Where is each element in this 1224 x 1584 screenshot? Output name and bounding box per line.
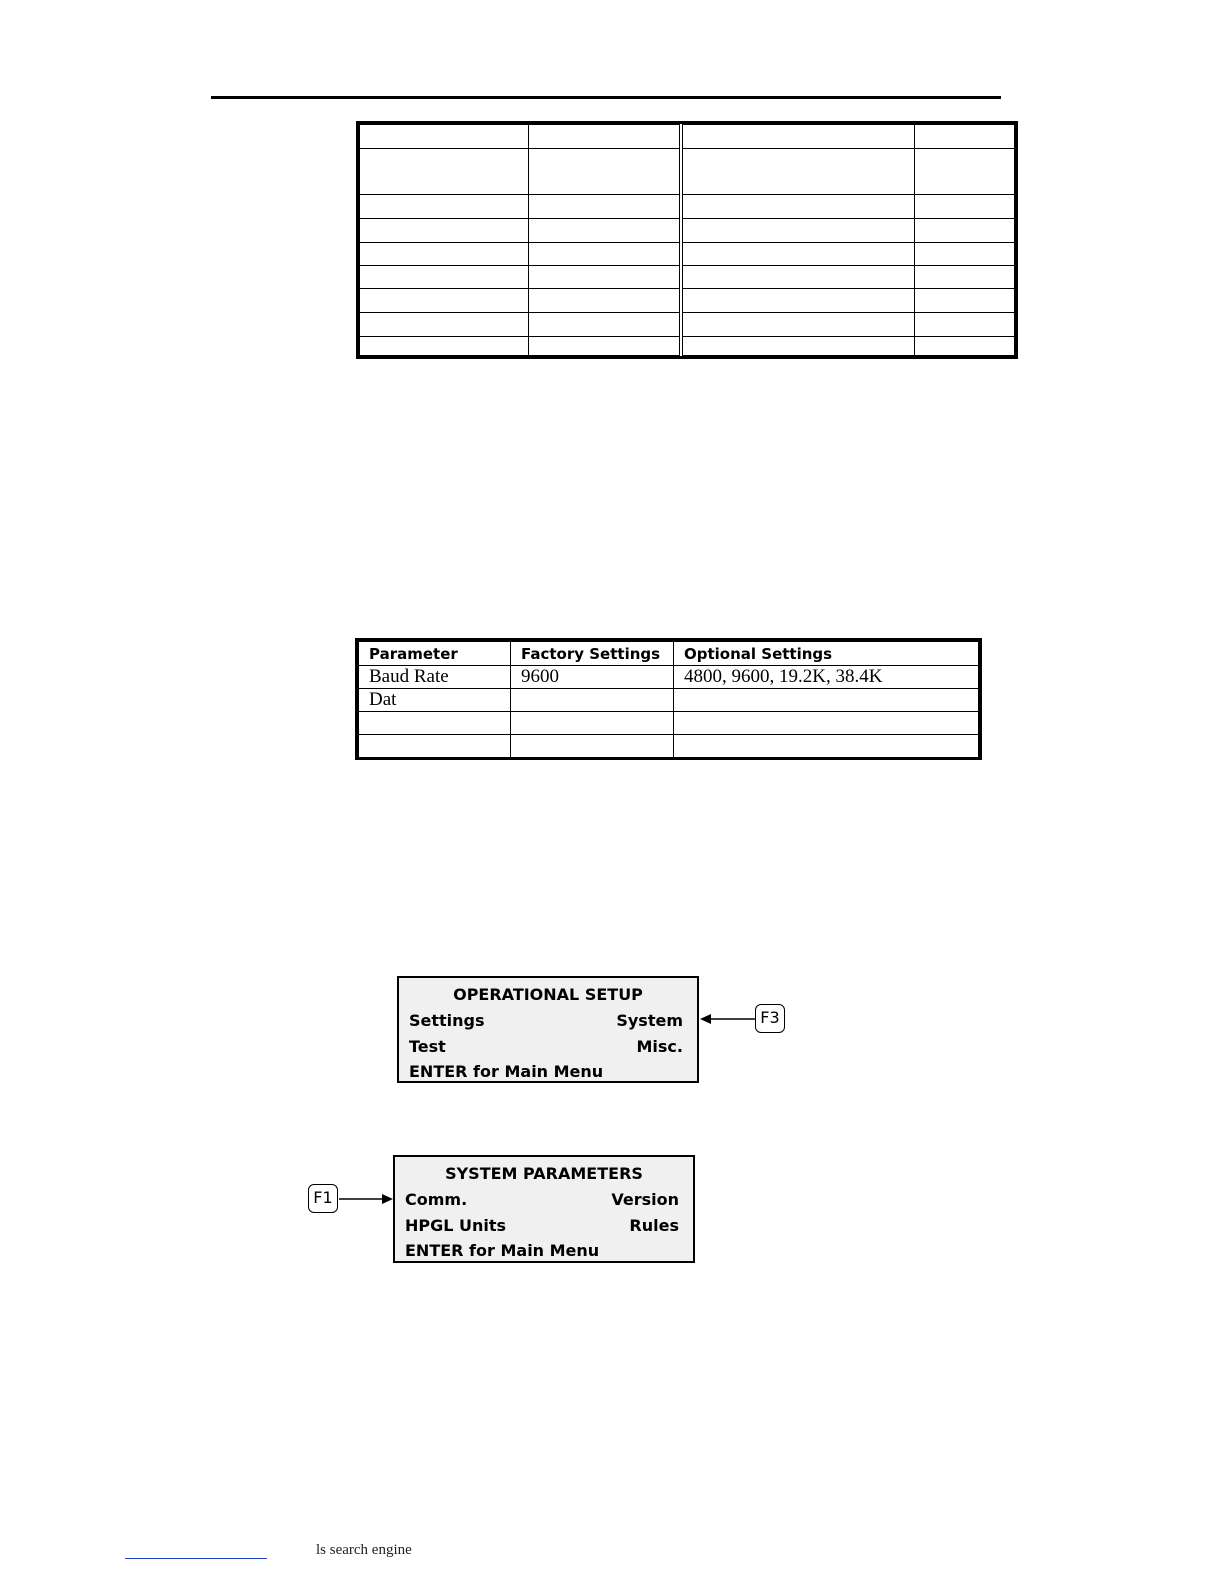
table-cell <box>674 689 979 712</box>
col-header-factory: Factory Settings <box>511 642 674 666</box>
menu-item-rules[interactable]: Rules <box>629 1216 679 1235</box>
table-cell <box>674 735 979 758</box>
table-row <box>359 712 979 735</box>
table-row <box>359 666 979 689</box>
menu-item-hpgl-units[interactable]: HPGL Units <box>405 1216 507 1235</box>
settings-grid-table <box>356 121 1018 359</box>
menu-item-settings[interactable]: Settings <box>409 1011 485 1030</box>
display-title: SYSTEM PARAMETERS <box>445 1164 643 1183</box>
arrow-left-icon <box>698 1008 758 1030</box>
table-row <box>359 689 979 712</box>
footer-text: ls search engine <box>316 1542 412 1558</box>
arrow-right-icon <box>337 1188 395 1210</box>
menu-item-test[interactable]: Test <box>409 1037 446 1056</box>
header-rule <box>211 96 1001 99</box>
menu-item-version[interactable]: Version <box>611 1190 679 1209</box>
table-row <box>359 735 979 758</box>
operational-setup-display <box>397 976 699 1083</box>
f3-key-icon[interactable]: F3 <box>755 1004 785 1033</box>
footer-link-underline[interactable] <box>125 1558 267 1559</box>
menu-item-comm[interactable]: Comm. <box>405 1190 468 1209</box>
table-cell <box>359 735 511 758</box>
table-cell <box>359 712 511 735</box>
col-header-optional: Optional Settings <box>674 642 979 666</box>
menu-item-enter-main[interactable]: ENTER for Main Menu <box>405 1241 600 1260</box>
table-cell: 4800, 9600, 19.2K, 38.4K <box>674 666 979 689</box>
menu-item-system[interactable]: System <box>616 1011 683 1030</box>
col-header-parameter: Parameter <box>359 642 511 666</box>
system-parameters-display <box>393 1155 695 1263</box>
table-cell <box>511 689 674 712</box>
table-cell: Dat <box>359 689 511 712</box>
menu-item-misc[interactable]: Misc. <box>636 1037 683 1056</box>
table-cell <box>674 712 979 735</box>
comm-settings-table <box>355 638 982 760</box>
table-cell: Baud Rate <box>359 666 511 689</box>
table-cell <box>511 735 674 758</box>
table-cell <box>511 712 674 735</box>
menu-item-enter-main[interactable]: ENTER for Main Menu <box>409 1062 604 1081</box>
f1-key-icon[interactable]: F1 <box>308 1184 338 1213</box>
table-cell: 9600 <box>511 666 674 689</box>
table-header-row <box>359 642 979 666</box>
display-title: OPERATIONAL SETUP <box>453 985 643 1004</box>
